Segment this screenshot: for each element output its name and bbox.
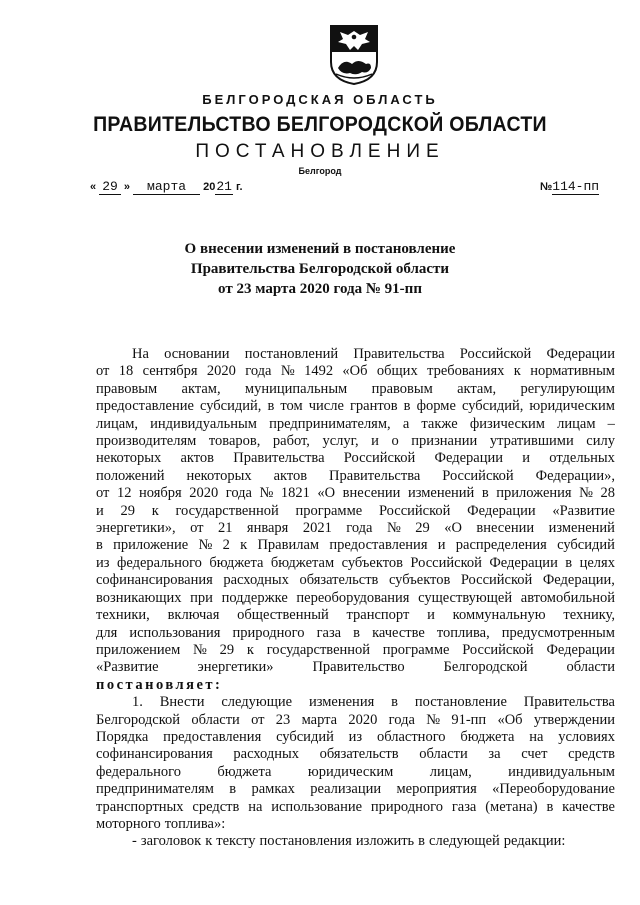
word: субсидий, <box>199 398 262 415</box>
word: Белгородской <box>96 711 181 728</box>
word: редакции: <box>503 833 566 850</box>
word: требованиях <box>427 363 505 380</box>
word: природного <box>370 798 443 815</box>
word: № <box>280 363 295 380</box>
word: 21 <box>217 520 233 537</box>
word: Правительства <box>233 450 325 467</box>
word: следующие <box>221 694 293 711</box>
word: утратившими <box>489 433 574 450</box>
word: средств <box>192 798 240 815</box>
word: лицам, <box>429 763 472 780</box>
word: 91-пп <box>451 711 487 728</box>
body-line <box>96 398 615 415</box>
word: возникающих <box>96 589 182 606</box>
title-line-2: Правительства Белгородской области <box>190 261 450 277</box>
word: актам, <box>181 380 221 397</box>
word: счет <box>521 746 548 763</box>
word: субсидий <box>557 537 615 554</box>
document-title <box>0 239 640 299</box>
word: услуг, <box>322 433 359 450</box>
word: 1. <box>132 694 143 711</box>
word: Российской <box>378 502 451 519</box>
word: на <box>248 798 263 815</box>
word: физическим <box>469 415 545 432</box>
date-close-quote: » <box>123 181 130 193</box>
body-line <box>96 799 615 816</box>
document-body <box>96 346 615 851</box>
word: Правительства <box>353 346 445 362</box>
word: нормативным <box>530 363 615 380</box>
word: № <box>426 711 441 728</box>
body-line <box>96 746 615 763</box>
word: в <box>546 798 554 815</box>
word: года <box>346 520 373 537</box>
word: Правительства <box>523 694 615 711</box>
word: обязательств <box>319 746 399 763</box>
word: - <box>132 833 137 850</box>
word: предпринимателям <box>96 781 214 798</box>
word: переоборудования <box>296 589 410 606</box>
word: поддержке <box>221 589 288 606</box>
word: 1492 <box>304 363 334 380</box>
body-line <box>96 729 615 746</box>
word: качестве <box>372 624 425 641</box>
word: положений <box>96 467 165 484</box>
body-line <box>96 677 615 694</box>
body-line <box>96 537 615 554</box>
word: в <box>229 781 237 798</box>
word: включая <box>167 607 220 624</box>
word: предоставления <box>329 537 428 554</box>
word: коммунальную <box>452 607 546 624</box>
body-line <box>96 625 615 642</box>
word: в <box>565 554 573 571</box>
number-value: 114-пп <box>552 179 600 194</box>
word: к <box>513 363 521 380</box>
word: индивидуальным <box>150 415 257 432</box>
word: некоторых <box>96 450 162 467</box>
word: предоставления <box>163 728 262 745</box>
word: Российской <box>459 346 532 362</box>
word: газа <box>451 798 477 815</box>
word: Белгородской <box>443 659 528 676</box>
word: 18 <box>118 363 134 380</box>
word: актов <box>180 450 214 467</box>
word: Федерации <box>489 554 558 571</box>
word: постановления <box>259 833 352 850</box>
word: (метана) <box>485 798 538 815</box>
word: средств <box>568 746 615 763</box>
word: области <box>419 746 468 763</box>
word: тексту <box>216 833 256 850</box>
word: от <box>190 520 204 537</box>
word: № <box>193 641 207 658</box>
word: ноября <box>138 485 182 502</box>
word: в <box>353 624 361 641</box>
body-line <box>96 363 615 380</box>
word: программе <box>382 641 450 658</box>
word: энергетики», <box>96 520 176 537</box>
word: Российской <box>460 572 533 589</box>
word: расходных <box>223 572 289 589</box>
word: признании <box>411 433 478 450</box>
region-name: БЕЛГОРОДСКАЯ ОБЛАСТЬ <box>202 92 438 107</box>
word: юридическим <box>307 763 394 780</box>
word: Федерации <box>546 641 615 658</box>
word: «О <box>444 520 462 537</box>
word: № <box>386 520 401 537</box>
body-line <box>96 503 615 520</box>
word: софинансирования <box>96 746 213 763</box>
body-line <box>96 520 615 537</box>
word: «Переоборудование <box>492 781 615 798</box>
word: 2020 <box>189 485 219 502</box>
word: государственной <box>266 641 371 658</box>
word: моторного <box>96 815 161 832</box>
number-prefix: № <box>540 181 553 193</box>
word: изменений <box>407 485 475 502</box>
word: внесении <box>476 520 535 537</box>
word: из <box>348 728 363 745</box>
word: и <box>437 537 446 554</box>
word: области <box>566 659 615 676</box>
word: Правительства <box>329 467 421 484</box>
word: бюджетам <box>270 554 335 571</box>
word: в <box>96 537 103 554</box>
body-line <box>96 346 615 363</box>
word: энергетики» <box>197 659 274 676</box>
word: марта <box>301 711 338 728</box>
word: предусмотренным <box>501 624 615 641</box>
word: – <box>607 415 615 432</box>
word: года <box>245 363 272 380</box>
document-date <box>90 179 243 194</box>
word: о <box>391 433 399 450</box>
date-day: 29 <box>99 179 121 195</box>
document-type: ПОСТАНОВЛЕНИЕ <box>195 141 445 162</box>
word: программе <box>295 502 363 519</box>
word: субсидий, <box>461 398 524 415</box>
body-line <box>96 607 615 624</box>
coat-of-arms-emblem <box>328 22 380 86</box>
word: 2 <box>222 537 230 554</box>
word: 12 <box>116 485 132 502</box>
word: Российской <box>343 450 416 467</box>
word: «О <box>317 485 336 502</box>
word: к <box>240 537 248 554</box>
word: целях <box>579 554 615 571</box>
word: 2020 <box>206 363 236 380</box>
word: следующей <box>429 833 500 850</box>
word: условиях <box>558 728 615 745</box>
word: из <box>96 554 110 571</box>
word: юридическим <box>529 398 615 415</box>
word: «Об <box>497 711 523 728</box>
word: индивидуальным <box>508 763 615 780</box>
date-month: марта <box>133 179 200 195</box>
word: года <box>388 711 415 728</box>
word: в <box>267 398 275 415</box>
word: лицам, <box>96 415 138 432</box>
body-line <box>96 764 615 781</box>
date-year-prefix: 20 <box>203 181 216 193</box>
word: предпринимателям, <box>269 415 391 432</box>
word: Правилам <box>257 537 320 554</box>
word: Российской <box>462 641 534 658</box>
word: Внести <box>159 694 205 711</box>
body-line <box>96 833 615 850</box>
body-line <box>96 572 615 589</box>
city-name: Белгород <box>298 166 342 176</box>
word: приложением <box>96 641 181 658</box>
word: использование <box>271 798 363 815</box>
government-name: ПРАВИТЕЛЬСТВО БЕЛГОРОДСКОЙ ОБЛАСТИ <box>93 113 547 136</box>
word: Порядка <box>96 728 149 745</box>
body-line <box>96 816 615 833</box>
word: качестве <box>562 798 615 815</box>
word: Правительство <box>312 659 405 676</box>
word: для <box>96 624 118 641</box>
word: 1821 <box>280 485 310 502</box>
word: правовым <box>96 380 158 397</box>
word: обязательств <box>299 572 379 589</box>
word: реализации <box>310 781 382 798</box>
word: 2020 <box>348 711 378 728</box>
word: при <box>190 589 213 606</box>
body-line <box>96 468 615 485</box>
body-line <box>96 642 615 659</box>
title-line-3: от 23 марта 2020 года № 91-пп <box>218 281 422 297</box>
word: за <box>488 746 501 763</box>
word: общественный <box>237 607 329 624</box>
body-line <box>96 659 615 676</box>
word: бюджета <box>460 728 515 745</box>
word: топлива»: <box>164 815 226 832</box>
word: Федерации <box>434 450 503 467</box>
word: работ, <box>272 433 310 450</box>
word: от <box>96 485 110 502</box>
word: года <box>225 485 252 502</box>
word: на <box>529 728 544 745</box>
word: товаров, <box>208 433 261 450</box>
word: Российской <box>442 467 514 484</box>
word: муниципальным <box>244 380 348 397</box>
word: и <box>96 502 104 519</box>
word: постановлений <box>244 346 339 362</box>
word: № <box>579 485 593 502</box>
word: распределения <box>455 537 547 554</box>
word: расходных <box>233 746 300 763</box>
word: 29 <box>415 520 430 537</box>
word: № <box>198 537 213 554</box>
word: Федерации <box>467 502 536 519</box>
word: газа <box>316 624 342 641</box>
word: к <box>246 641 254 658</box>
body-line <box>96 416 615 433</box>
word: производителям <box>96 433 197 450</box>
word: мероприятия <box>396 781 477 798</box>
word: государственной <box>175 502 279 519</box>
word: изложить <box>355 833 415 850</box>
word: 2021 <box>302 520 332 537</box>
word: к <box>151 502 159 519</box>
word: заголовок <box>140 833 202 850</box>
word: и <box>522 450 531 467</box>
word: изменений <box>548 520 615 537</box>
word: и <box>371 433 379 450</box>
word: силу <box>586 433 615 450</box>
date-open-quote: « <box>90 181 97 193</box>
word: постановляет: <box>96 676 223 693</box>
word: федерального <box>96 763 181 780</box>
word: 28 <box>600 485 615 502</box>
word: постановление <box>414 694 507 711</box>
word: 29 <box>219 641 235 658</box>
word: субъектов <box>388 572 451 589</box>
word: том <box>280 398 303 415</box>
word: «Развитие <box>552 502 615 519</box>
word: в <box>481 485 489 502</box>
word: техники, <box>96 607 150 624</box>
word: регулирующим <box>520 380 615 397</box>
word: бюджета <box>209 554 264 571</box>
word: лицам <box>557 415 596 432</box>
word: форме <box>416 398 456 415</box>
word: «Об <box>342 363 368 380</box>
word: существующей <box>418 589 513 606</box>
word: в <box>418 833 426 850</box>
word: топлива, <box>436 624 490 641</box>
word: числе <box>308 398 344 415</box>
word: общих <box>376 363 418 380</box>
word: области <box>191 711 240 728</box>
word: 23 <box>275 711 291 728</box>
word: сентября <box>142 363 198 380</box>
word: На <box>132 346 149 362</box>
body-line <box>96 781 615 798</box>
body-line <box>96 450 615 467</box>
body-line <box>96 712 615 729</box>
word: субъектов <box>341 554 403 571</box>
word: актам, <box>457 380 497 397</box>
word: технику, <box>563 607 615 624</box>
date-year-suffix: 21 <box>216 179 232 194</box>
body-line <box>96 485 615 502</box>
document-number <box>540 179 599 194</box>
word: изменения <box>308 694 375 711</box>
word: грантов <box>349 398 398 415</box>
word: использования <box>129 624 221 641</box>
body-line <box>96 694 615 711</box>
word: Федерации, <box>542 572 615 589</box>
word: января <box>246 520 289 537</box>
word: бюджета <box>217 763 272 780</box>
word: рамках <box>251 781 295 798</box>
word: к <box>205 833 213 850</box>
word: в <box>403 398 411 415</box>
word: субсидий <box>276 728 334 745</box>
word: транспорт <box>346 607 410 624</box>
word: транспортных <box>96 798 184 815</box>
word: от <box>96 363 110 380</box>
word: приложение <box>113 537 189 554</box>
word: основании <box>164 346 230 362</box>
word: № <box>259 485 274 502</box>
word: предоставление <box>96 398 194 415</box>
word: Российской <box>410 554 482 571</box>
word: также <box>421 415 458 432</box>
word: в <box>391 694 398 711</box>
word: правовым <box>371 380 433 397</box>
word: и <box>427 607 435 624</box>
word: внесении <box>342 485 401 502</box>
word: Федерации <box>546 346 615 362</box>
word: софинансирования <box>96 572 213 589</box>
word: автомобильной <box>520 589 615 606</box>
word: а <box>402 415 410 432</box>
body-line <box>96 381 615 398</box>
word: природного <box>232 624 305 641</box>
date-year-mark: г. <box>236 181 243 193</box>
title-line-1: О внесении изменений в постановление <box>184 241 456 257</box>
word: приложения <box>496 485 572 502</box>
word: «Развитие <box>96 659 159 676</box>
body-line <box>96 433 615 450</box>
word: 29 <box>120 502 135 519</box>
word: актов <box>273 467 308 484</box>
word: утверждении <box>533 711 615 728</box>
body-line <box>96 590 615 607</box>
word: некоторых <box>186 467 252 484</box>
word: федерального <box>116 554 202 571</box>
word: Федерации», <box>535 467 615 484</box>
body-line <box>96 555 615 572</box>
word: от <box>251 711 265 728</box>
word: областного <box>376 728 446 745</box>
word: отдельных <box>549 450 615 467</box>
